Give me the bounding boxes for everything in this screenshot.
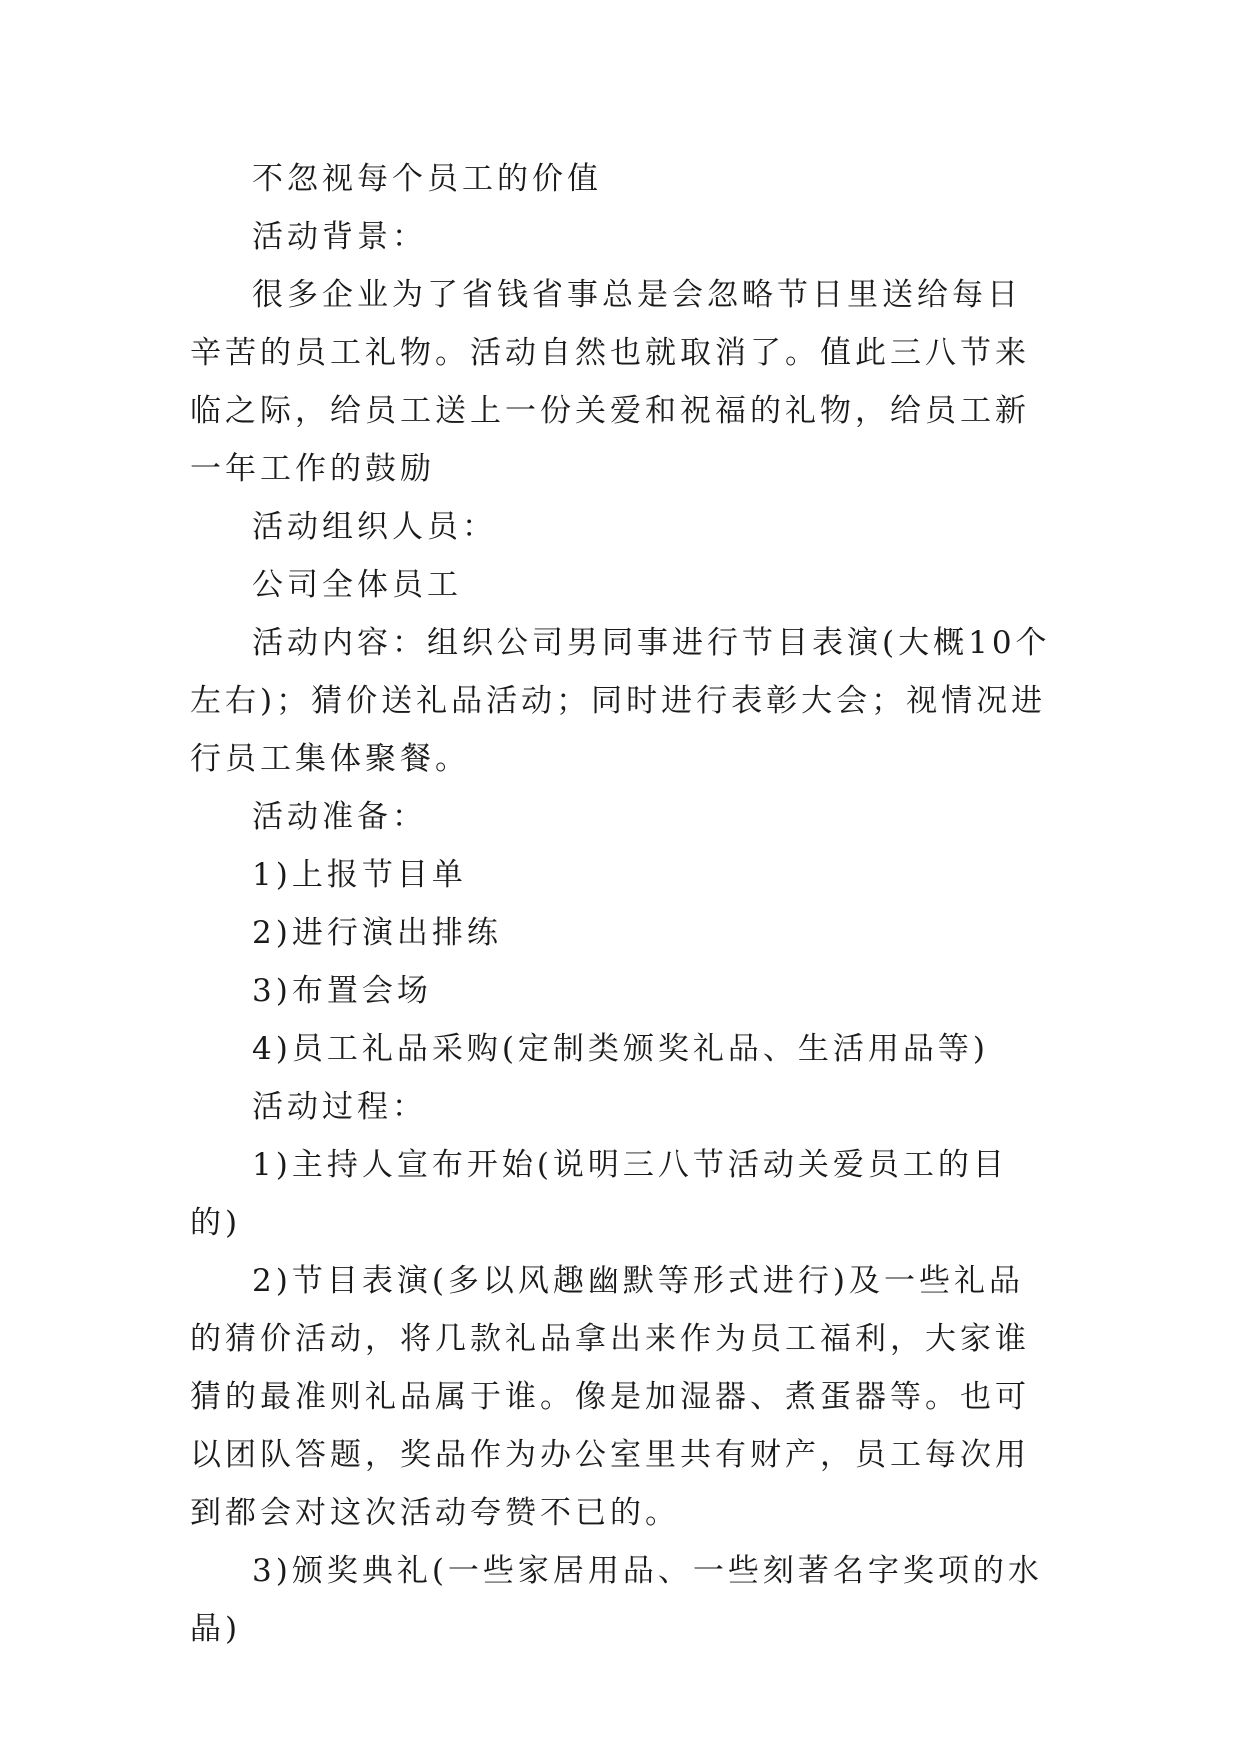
paragraph-organizer-text: 公司全体员工 (252, 567, 462, 603)
paragraph-preparation-item-2: 2)进行演出排练 (252, 915, 502, 951)
paragraph-background-text: 很多企业为了省钱省事总是会忽略节日里送给每日辛苦的员工礼物。活动自然也就取消了。值此三八节来临之际，给员工送上一份关爱和祝福的礼物，给员工新一年工作的鼓励 (190, 277, 1030, 487)
paragraph-preparation-item-4: 4)员工礼品采购(定制类颁奖礼品、生活用品等) (252, 1031, 990, 1067)
paragraph-process-item-1: 1)主持人宣布开始(说明三八节活动关爱员工的目的) (190, 1147, 1008, 1241)
paragraph-preparation-item-3: 3)布置会场 (252, 973, 432, 1009)
paragraph-content: 活动内容：组织公司男同事进行节目表演(大概10个左右)；猜价送礼品活动；同时进行表彰大会；视情况进行员工集体聚餐。 (190, 625, 1051, 777)
paragraph-background-label: 活动背景： (252, 219, 427, 255)
paragraph-heading: 不忽视每个员工的价值 (252, 161, 602, 197)
paragraph-preparation-label: 活动准备： (252, 799, 427, 835)
paragraph-process-item-3: 3)颁奖典礼(一些家居用品、一些刻著名字奖项的水晶) (190, 1553, 1043, 1647)
paragraph-process-label: 活动过程： (252, 1089, 427, 1125)
paragraph-organizer-label: 活动组织人员： (252, 509, 497, 545)
document-body (190, 150, 1052, 1658)
paragraph-process-item-2: 2)节目表演(多以风趣幽默等形式进行)及一些礼品的猜价活动，将几款礼品拿出来作为员工福利，大家谁猜的最准则礼品属于谁。像是加湿器、煮蛋器等。也可以团队答题，奖品作为办公室里共有财产，员工每次用到都会对这次活动夸赞不已的。 (190, 1263, 1030, 1531)
paragraph-preparation-item-1: 1)上报节目单 (252, 857, 467, 893)
